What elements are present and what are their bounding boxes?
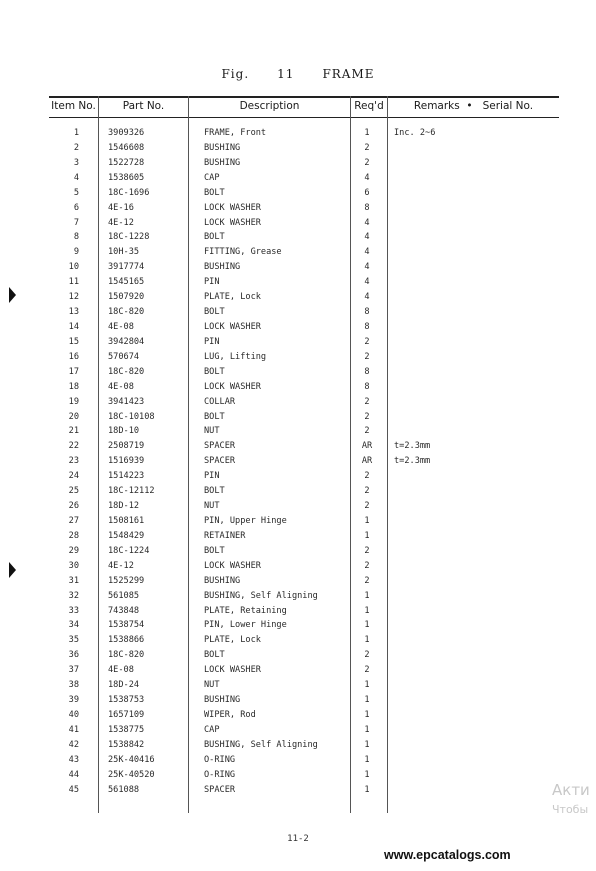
item-no-cell: 27 [68, 515, 79, 526]
header-remarks-serial: Remarks • Serial No. [413, 100, 534, 112]
item-no-cell: 6 [73, 202, 79, 213]
table-row [49, 529, 559, 544]
description-cell: RETAINER [204, 530, 246, 541]
item-no-cell: 16 [68, 351, 79, 362]
part-no-cell: 1546608 [108, 142, 145, 153]
description-cell: BUSHING [204, 262, 241, 273]
item-no-cell: 15 [68, 336, 79, 347]
part-no-cell: 1514223 [108, 471, 145, 482]
description-cell: FRAME, Front [204, 128, 267, 138]
item-no-cell: 22 [68, 441, 79, 452]
header-bottom-rule [49, 117, 559, 118]
reqd-cell: AR [361, 456, 373, 467]
part-no-cell: 561085 [108, 590, 140, 601]
item-no-cell: 10 [68, 262, 79, 273]
part-no-cell: 25K-40416 [108, 754, 155, 765]
part-no-cell: 18C-1224 [108, 545, 150, 556]
item-no-cell: 35 [68, 635, 79, 646]
item-no-cell: 11 [68, 277, 79, 288]
part-no-cell: 18D-12 [108, 501, 140, 512]
description-cell: LOCK WASHER [204, 665, 261, 676]
item-no-cell: 4 [73, 172, 79, 183]
item-no-cell: 23 [68, 456, 79, 467]
section-title: FRAME [322, 67, 375, 81]
item-no-cell: 33 [68, 605, 79, 616]
description-cell: BUSHING, Self Aligning [204, 739, 318, 750]
description-cell: NUT [204, 426, 220, 437]
description-cell: BUSHING [204, 575, 241, 586]
reqd-cell: 8 [364, 202, 370, 213]
part-no-cell: 4E-16 [108, 202, 134, 213]
fig-label: Fig. [221, 67, 250, 81]
description-cell: LOCK WASHER [204, 217, 261, 228]
description-cell: O-RING [204, 769, 236, 780]
reqd-cell: 2 [364, 351, 370, 362]
reqd-cell: 1 [364, 769, 370, 780]
description-cell: FITTING, Grease [204, 247, 282, 258]
item-no-cell: 17 [68, 366, 79, 377]
description-cell: BUSHING [204, 142, 241, 153]
reqd-cell: 4 [364, 292, 370, 303]
reqd-cell: 1 [364, 784, 370, 795]
part-no-cell: 18D-10 [108, 426, 140, 437]
item-no-cell: 21 [68, 426, 79, 437]
part-no-cell: 18C-12112 [108, 486, 155, 497]
reqd-cell: 2 [364, 471, 370, 482]
reqd-cell: 2 [364, 426, 370, 437]
description-cell: SPACER [204, 456, 236, 467]
item-no-cell: 5 [73, 187, 79, 198]
part-no-cell: 4E-08 [108, 665, 134, 676]
reqd-cell: 1 [364, 128, 370, 138]
description-cell: CAP [204, 724, 220, 735]
part-no-cell: 1538605 [108, 172, 145, 183]
item-no-cell: 18 [68, 381, 79, 392]
table-row [49, 693, 559, 708]
footer-url: www.epcatalogs.com [384, 848, 511, 862]
item-no-cell: 26 [68, 501, 79, 512]
item-no-cell: 42 [68, 739, 79, 750]
reqd-cell: 8 [364, 381, 370, 392]
parts-table [49, 96, 559, 813]
item-no-cell: 38 [68, 680, 79, 691]
table-row [49, 186, 559, 201]
part-no-cell: 10H-35 [108, 247, 140, 258]
description-cell: PLATE, Retaining [204, 605, 287, 616]
description-cell: LUG, Lifting [204, 351, 267, 362]
table-row [49, 708, 559, 723]
table-row [49, 678, 559, 693]
reqd-cell: 2 [364, 501, 370, 512]
part-no-cell: 1548429 [108, 530, 145, 541]
header-part-no: Part No. [122, 100, 165, 112]
table-row [49, 499, 559, 514]
table-row [49, 559, 559, 574]
description-cell: LOCK WASHER [204, 321, 261, 332]
description-cell: BOLT [204, 411, 225, 422]
reqd-cell: 1 [364, 635, 370, 646]
description-cell: BOLT [204, 486, 225, 497]
description-cell: BOLT [204, 366, 225, 377]
item-no-cell: 25 [68, 486, 79, 497]
table-row [49, 424, 559, 439]
item-no-cell: 41 [68, 724, 79, 735]
reqd-cell: 1 [364, 620, 370, 631]
table-row [49, 365, 559, 380]
part-no-cell: 25K-40520 [108, 769, 155, 780]
description-cell: BUSHING [204, 157, 241, 168]
description-cell: BOLT [204, 545, 225, 556]
fig-number: 11 [277, 67, 295, 81]
watermark-text: Чтобы [552, 803, 589, 816]
remarks-cell: t=2.3mm [394, 441, 431, 452]
part-no-cell: 18D-24 [108, 680, 140, 691]
table-row [49, 201, 559, 216]
description-cell: COLLAR [204, 396, 236, 407]
part-no-cell: 18C-820 [108, 366, 145, 377]
description-cell: BOLT [204, 232, 225, 243]
item-no-cell: 32 [68, 590, 79, 601]
item-no-cell: 7 [73, 217, 79, 228]
table-row [49, 275, 559, 290]
reqd-cell: 8 [364, 321, 370, 332]
reqd-cell: 1 [364, 695, 370, 706]
table-row [49, 245, 559, 260]
table-row [49, 156, 559, 171]
reqd-cell: 2 [364, 411, 370, 422]
reqd-cell: 2 [364, 665, 370, 676]
part-no-cell: 18C-1228 [108, 232, 150, 243]
table-row [49, 783, 559, 798]
table-row [49, 141, 559, 156]
part-no-cell: 1522728 [108, 157, 145, 168]
table-row [49, 410, 559, 425]
description-cell: SPACER [204, 441, 236, 452]
table-row [49, 126, 559, 141]
reqd-cell: 4 [364, 217, 370, 228]
part-no-cell: 3917774 [108, 262, 145, 273]
reqd-cell: 4 [364, 172, 370, 183]
description-cell: PIN [204, 471, 220, 482]
item-no-cell: 34 [68, 620, 79, 631]
description-cell: BOLT [204, 187, 225, 198]
part-no-cell: 561088 [108, 784, 140, 795]
description-cell: NUT [204, 680, 220, 691]
table-row [49, 484, 559, 499]
part-no-cell: 1538753 [108, 695, 145, 706]
table-row [49, 395, 559, 410]
item-no-cell: 9 [73, 247, 79, 258]
table-body [49, 126, 559, 797]
reqd-cell: 4 [364, 262, 370, 273]
reqd-cell: 1 [364, 590, 370, 601]
reqd-cell: 1 [364, 515, 370, 526]
part-no-cell: 1516939 [108, 456, 145, 467]
table-row [49, 544, 559, 559]
description-cell: PIN, Upper Hinge [204, 515, 287, 526]
description-cell: LOCK WASHER [204, 381, 261, 392]
item-no-cell: 30 [68, 560, 79, 571]
description-cell: BUSHING, Self Aligning [204, 590, 318, 601]
reqd-cell: 2 [364, 396, 370, 407]
reqd-cell: 1 [364, 605, 370, 616]
item-no-cell: 39 [68, 695, 79, 706]
item-no-cell: 14 [68, 321, 79, 332]
description-cell: PIN, Lower Hinge [204, 620, 287, 631]
part-no-cell: 4E-12 [108, 560, 134, 571]
reqd-cell: 2 [364, 157, 370, 168]
item-no-cell: 8 [73, 232, 79, 243]
table-row [49, 768, 559, 783]
watermark-text: Акти [552, 781, 590, 799]
item-no-cell: 19 [68, 396, 79, 407]
part-no-cell: 3941423 [108, 396, 145, 407]
table-row [49, 290, 559, 305]
table-row [49, 350, 559, 365]
part-no-cell: 3942804 [108, 336, 145, 347]
table-row [49, 320, 559, 335]
reqd-cell: 2 [364, 575, 370, 586]
item-no-cell: 31 [68, 575, 79, 586]
binder-hole-marker-icon [9, 562, 16, 578]
item-no-cell: 43 [68, 754, 79, 765]
item-no-cell: 44 [68, 769, 79, 780]
table-row [49, 230, 559, 245]
table-row [49, 574, 559, 589]
part-no-cell: 1538754 [108, 620, 145, 631]
description-cell: PIN [204, 336, 220, 347]
item-no-cell: 20 [68, 411, 79, 422]
table-row [49, 633, 559, 648]
description-cell: NUT [204, 501, 220, 512]
reqd-cell: 2 [364, 486, 370, 497]
table-row [49, 604, 559, 619]
part-no-cell: 1538775 [108, 724, 145, 735]
part-no-cell: 18C-820 [108, 307, 145, 318]
part-no-cell: 1507920 [108, 292, 145, 303]
description-cell: PLATE, Lock [204, 292, 261, 303]
description-cell: WIPER, Rod [204, 709, 256, 720]
table-row [49, 723, 559, 738]
part-no-cell: 1545165 [108, 277, 145, 288]
part-no-cell: 743848 [108, 605, 140, 616]
reqd-cell: 1 [364, 739, 370, 750]
part-no-cell: 1508161 [108, 515, 145, 526]
table-row [49, 171, 559, 186]
page-number: 11-2 [287, 834, 309, 844]
reqd-cell: 4 [364, 277, 370, 288]
description-cell: PIN [204, 277, 220, 288]
remarks-cell: Inc. 2~6 [394, 128, 436, 138]
table-row [49, 589, 559, 604]
table-row [49, 663, 559, 678]
item-no-cell: 37 [68, 665, 79, 676]
table-row [49, 305, 559, 320]
reqd-cell: AR [361, 441, 373, 452]
table-row [49, 260, 559, 275]
figure-title [0, 67, 596, 81]
part-no-cell: 1538842 [108, 739, 145, 750]
reqd-cell: 1 [364, 754, 370, 765]
table-row [49, 216, 559, 231]
table-row [49, 738, 559, 753]
part-no-cell: 4E-12 [108, 217, 134, 228]
item-no-cell: 12 [68, 292, 79, 303]
part-no-cell: 18C-820 [108, 650, 145, 661]
reqd-cell: 4 [364, 232, 370, 243]
item-no-cell: 3 [73, 157, 79, 168]
remarks-cell: t=2.3mm [394, 456, 431, 467]
item-no-cell: 29 [68, 545, 79, 556]
description-cell: O-RING [204, 754, 236, 765]
table-row [49, 380, 559, 395]
header-description: Description [239, 100, 300, 112]
description-cell: BOLT [204, 307, 225, 318]
part-no-cell: 18C-10108 [108, 411, 155, 422]
item-no-cell: 36 [68, 650, 79, 661]
reqd-cell: 8 [364, 307, 370, 318]
part-no-cell: 4E-08 [108, 381, 134, 392]
table-row [49, 648, 559, 663]
reqd-cell: 4 [364, 247, 370, 258]
reqd-cell: 8 [364, 366, 370, 377]
description-cell: LOCK WASHER [204, 202, 261, 213]
table-row [49, 454, 559, 469]
reqd-cell: 2 [364, 545, 370, 556]
item-no-cell: 45 [68, 784, 79, 795]
description-cell: LOCK WASHER [204, 560, 261, 571]
part-no-cell: 570674 [108, 351, 140, 362]
header-reqd: Req'd [354, 100, 384, 112]
part-no-cell: 1538866 [108, 635, 145, 646]
binder-hole-marker-icon [9, 287, 16, 303]
item-no-cell: 40 [68, 709, 79, 720]
part-no-cell: 1657109 [108, 709, 145, 720]
item-no-cell: 13 [68, 307, 79, 318]
table-row [49, 335, 559, 350]
description-cell: BOLT [204, 650, 225, 661]
table-row [49, 514, 559, 529]
reqd-cell: 1 [364, 724, 370, 735]
part-no-cell: 2508719 [108, 441, 145, 452]
part-no-cell: 18C-1696 [108, 187, 150, 198]
description-cell: PLATE, Lock [204, 635, 261, 646]
item-no-cell: 28 [68, 530, 79, 541]
item-no-cell: 24 [68, 471, 79, 482]
description-cell: CAP [204, 172, 220, 183]
table-row [49, 439, 559, 454]
item-no-cell: 1 [73, 128, 79, 138]
item-no-cell: 2 [73, 142, 79, 153]
reqd-cell: 2 [364, 560, 370, 571]
reqd-cell: 1 [364, 709, 370, 720]
header-item-no: Item No. [51, 100, 96, 112]
reqd-cell: 2 [364, 650, 370, 661]
part-no-cell: 3909326 [108, 128, 145, 138]
part-no-cell: 1525299 [108, 575, 145, 586]
reqd-cell: 2 [364, 142, 370, 153]
part-no-cell: 4E-08 [108, 321, 134, 332]
table-row [49, 618, 559, 633]
description-cell: SPACER [204, 784, 236, 795]
table-row [49, 753, 559, 768]
description-cell: BUSHING [204, 695, 241, 706]
reqd-cell: 6 [364, 187, 370, 198]
table-row [49, 469, 559, 484]
reqd-cell: 2 [364, 336, 370, 347]
reqd-cell: 1 [364, 530, 370, 541]
reqd-cell: 1 [364, 680, 370, 691]
